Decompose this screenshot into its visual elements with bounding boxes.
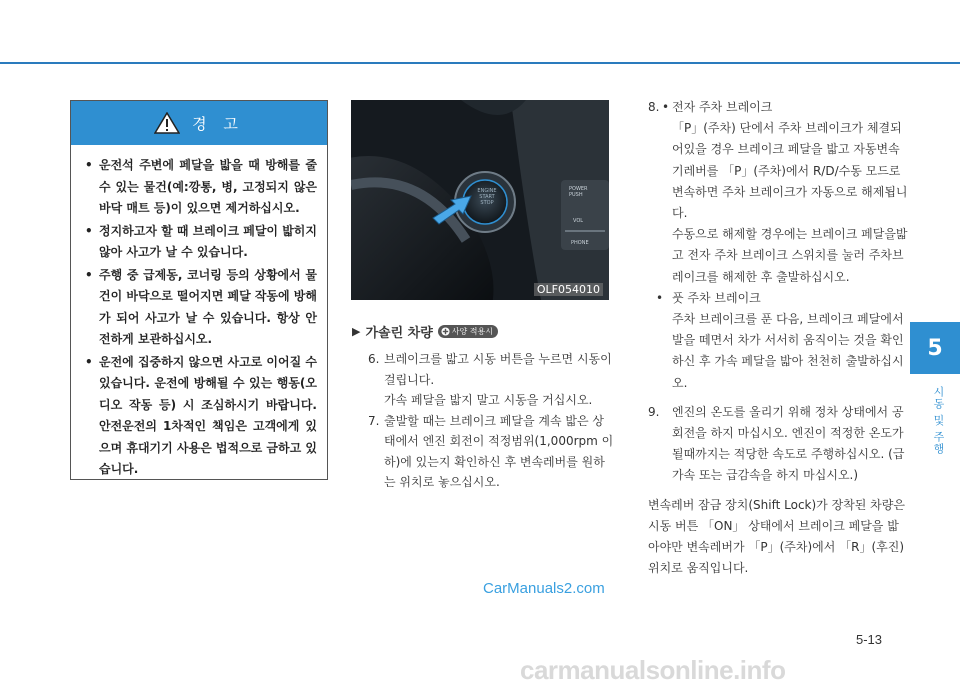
button-text-line: STOP bbox=[480, 200, 494, 206]
item-text: 브레이크를 밟고 시동 버튼을 누르면 시동이 걸립니다. bbox=[384, 352, 612, 387]
bullet: • bbox=[662, 100, 670, 114]
item-number: 9. bbox=[648, 404, 660, 419]
warning-triangle-icon bbox=[154, 112, 180, 134]
warning-item: • 운전에 집중하지 않으면 사고로 이어질 수 있습니다. 운전에 방해될 수 있는 행동(오디오 작동 등) 시 조심하시기 바랍니다. 안전운전의 1차적인 책임은 고객에게 있으며 휴대기기 사용은 법적으로 금하고 있습니다. bbox=[83, 352, 317, 481]
button-text-line: START bbox=[479, 194, 495, 200]
side-label: PUSH bbox=[569, 192, 583, 198]
item-text: 출발할 때는 브레이크 페달을 계속 밟은 상태에서 엔진 회전이 적정범위(1,000rpm 이하)에 있는지 확인하신 후 변속레버를 원하는 위치로 놓으십시오. bbox=[384, 413, 614, 489]
chapter-label: 시동 및 주행 bbox=[932, 386, 945, 455]
item-text: 가속 페달을 밟지 말고 시동을 거십시오. bbox=[384, 393, 593, 407]
bullet: • bbox=[656, 290, 664, 305]
warning-item: • 운전석 주변에 페달을 밟을 때 방해를 줄 수 있는 물건(예:깡통, 병, 고정되지 않은 바닥 매트 등)이 있으면 제거하십시오. bbox=[83, 155, 317, 220]
item-number: 8. bbox=[648, 100, 660, 114]
plus-circle-icon bbox=[441, 327, 450, 336]
heading-text: 가솔린 차량 bbox=[365, 326, 433, 341]
middle-column bbox=[352, 322, 614, 493]
section-heading bbox=[352, 322, 614, 341]
item-title: 풋 주차 브레이크 bbox=[672, 290, 761, 305]
start-button-photo bbox=[351, 100, 609, 300]
triangle-bullet-icon: ▶ bbox=[352, 325, 361, 338]
badge-text: 사양 적용시 bbox=[451, 327, 493, 336]
item-text: 엔진의 온도를 올리기 위해 정차 상태에서 공회전을 하지 마십시오. 엔진이 적정한 온도가 될때까지는 적당한 속도로 주행하십시오. (급가속 또는 급감속을 하지 마십시오.) bbox=[672, 404, 905, 483]
warning-box bbox=[70, 100, 328, 480]
paragraph: 변속레버 잠금 장치(Shift Lock)가 장착된 차량은 시동 버튼 「ON」 상태에서 브레이크 페달을 밟아야만 변속레버가 「P」(주차)에서 「R」(후진) 위치로 움직입니다. bbox=[648, 497, 905, 576]
warning-item: • 주행 중 급제동, 코너링 등의 상황에서 물건이 바닥으로 떨어지면 페달 작동에 방해가 되어 사고가 날 수 있습니다. 항상 안전하게 보관하십시오. bbox=[83, 265, 317, 351]
list-item-9 bbox=[648, 402, 910, 487]
vol-label: VOL bbox=[573, 218, 584, 224]
photo-code: OLF054010 bbox=[534, 283, 603, 296]
warning-list bbox=[71, 145, 327, 481]
start-button-label bbox=[473, 188, 501, 206]
button-text-line: ENGINE bbox=[477, 188, 497, 194]
warning-header bbox=[71, 101, 327, 145]
warning-title: 경 고 bbox=[192, 114, 244, 133]
item-number: 6. bbox=[368, 352, 380, 366]
footer-watermark: carmanualsonline.info bbox=[520, 655, 786, 685]
phone-label: PHONE bbox=[571, 240, 589, 246]
item-number: 7. bbox=[368, 413, 380, 428]
item-number bbox=[368, 390, 384, 411]
list-item-8 bbox=[648, 97, 910, 118]
paragraph: 「P」(주차) 단에서 주차 브레이크가 체결되어있을 경우 브레이크 페달을 밟고 자동변속기레버를 「P」(주차)에서 R/D/수동 모드로 변속하면 주차 브레이크가 자동으로 해제됩니다. bbox=[672, 121, 908, 221]
item-title: 전자 주차 브레이크 bbox=[672, 100, 773, 114]
page-number: 5-13 bbox=[856, 632, 883, 647]
sub-bullet-item bbox=[648, 288, 910, 309]
list-item bbox=[368, 390, 614, 411]
header-rule bbox=[0, 62, 960, 64]
option-badge bbox=[438, 325, 498, 338]
chapter-tab: 5 bbox=[910, 322, 960, 374]
paragraph: 주차 브레이크를 푼 다음, 브레이크 페달에서발을 떼면서 차가 서서히 움직이는 것을 확인하신 후 가속 페달을 밟아 천천히 출발하십시오. bbox=[672, 312, 904, 390]
list-item bbox=[368, 411, 614, 493]
paragraph: 수동으로 해제할 경우에는 브레이크 페달을밟고 전자 주차 브레이크 스위치를 눌러 주차브레이크를 해제한 후 출발하십시오. bbox=[672, 227, 908, 284]
watermark: CarManuals2.com bbox=[483, 580, 605, 597]
list-item bbox=[368, 349, 614, 390]
side-label: POWER bbox=[569, 186, 588, 192]
warning-item: • 정지하고자 할 때 브레이크 페달이 밟히지않아 사고가 날 수 있습니다. bbox=[83, 221, 317, 264]
right-column bbox=[648, 97, 910, 579]
power-label bbox=[569, 186, 588, 198]
